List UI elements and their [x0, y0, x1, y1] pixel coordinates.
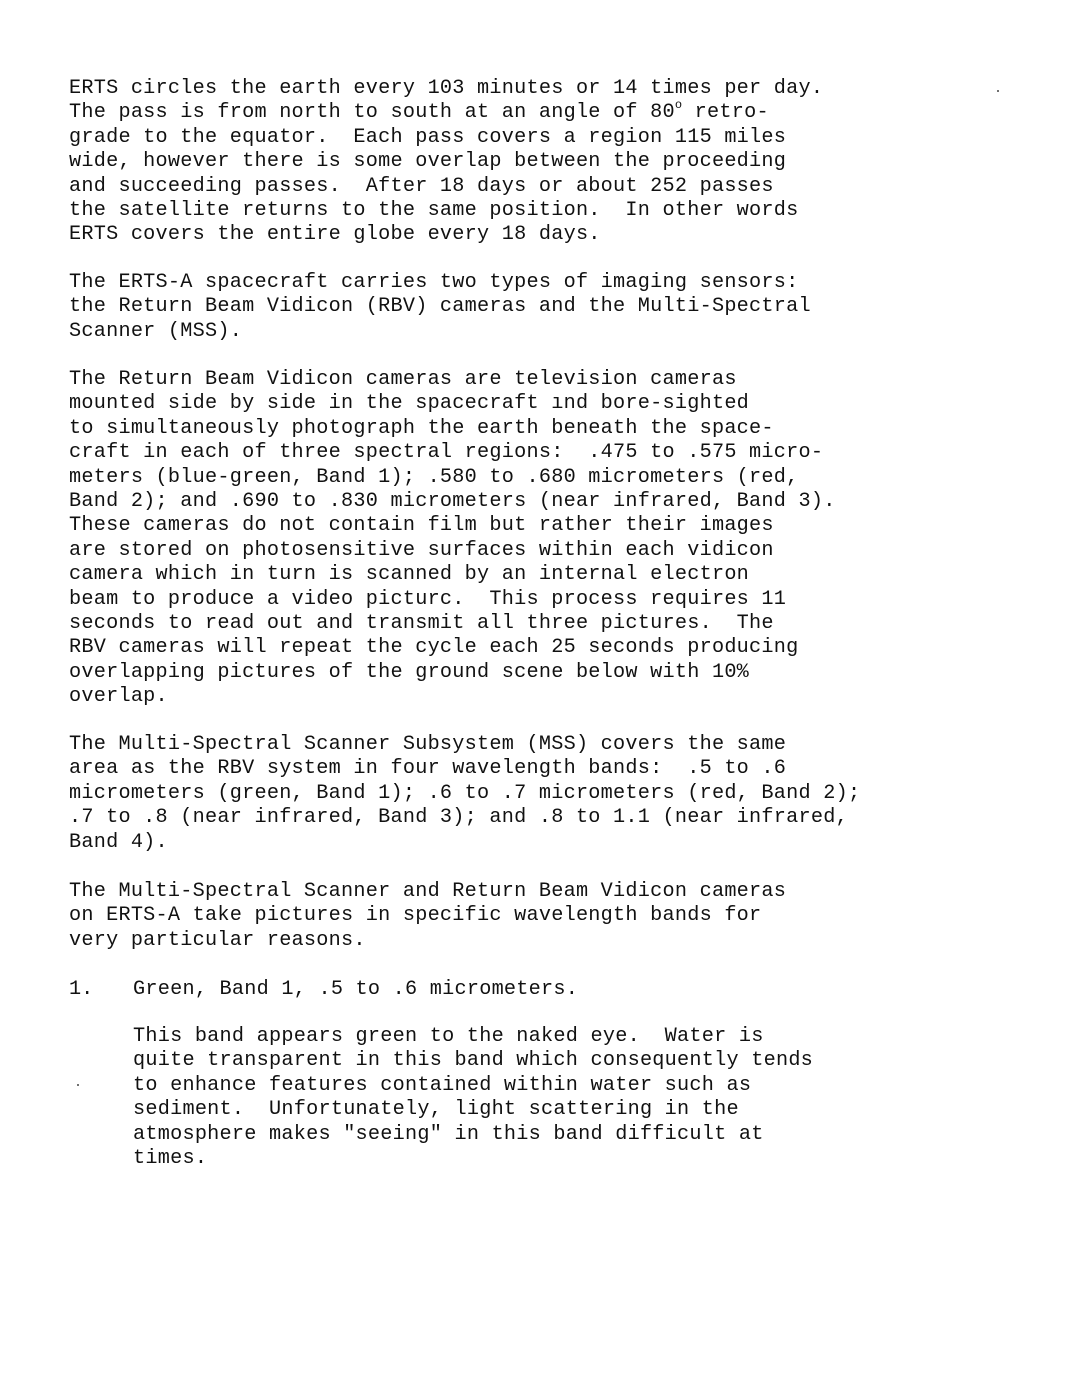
- text-line: very particular reasons.: [69, 928, 366, 952]
- scan-speck: [77, 1084, 79, 1086]
- text-line: craft in each of three spectral regions: .475 to .575 micro-: [69, 441, 824, 465]
- text-line: the Return Beam Vidicon (RBV) cameras and the Multi-Spectral: [69, 295, 811, 319]
- text-fragment: retro-: [682, 101, 769, 125]
- text-line: quite transparent in this band which consequently tends: [133, 1049, 814, 1073]
- degree-superscript: o: [674, 98, 683, 113]
- text-line: overlap.: [69, 685, 168, 709]
- text-line: on ERTS-A take pictures in specific wavelength bands for: [69, 904, 762, 928]
- text-line: meters (blue-green, Band 1); .580 to .680 micrometers (red,: [69, 465, 799, 489]
- text-line: and succeeding passes. After 18 days or about 252 passes: [69, 174, 774, 198]
- text-line: seconds to read out and transmit all three pictures. The: [69, 612, 774, 636]
- text-line: RBV cameras will repeat the cycle each 25 seconds producing: [69, 636, 799, 660]
- text-line: to simultaneously photograph the earth beneath the space-: [69, 416, 774, 440]
- text-line: Band 2); and .690 to .830 micrometers (near infrared, Band 3).: [69, 490, 836, 514]
- text-line: area as the RBV system in four wavelength bands: .5 to .6: [69, 757, 787, 781]
- text-line: The Multi-Spectral Scanner and Return Beam Vidicon cameras: [69, 880, 787, 903]
- text-line: Scanner (MSS).: [69, 319, 243, 343]
- text-line: This band appears green to the naked eye. Water is: [133, 1025, 764, 1048]
- text-line: sediment. Unfortunately, light scattering in the: [133, 1098, 739, 1122]
- text-line: The Multi-Spectral Scanner Subsystem (MSS) covers the same: [69, 733, 787, 756]
- text-line: .7 to .8 (near infrared, Band 3); and .8 to 1.1 (near infrared,: [69, 806, 848, 830]
- paragraph-band-reasons: [69, 880, 786, 953]
- text-line: camera which in turn is scanned by an internal electron: [69, 563, 750, 587]
- text-line: overlapping pictures of the ground scene below with 10%: [69, 660, 750, 684]
- text-line: to enhance features contained within water such as: [133, 1073, 752, 1097]
- text-line: wide, however there is some overlap between the proceeding: [69, 150, 787, 174]
- text-line: beam to produce a video picturc. This process requires 11: [69, 587, 787, 611]
- paragraph-imaging-sensors: [69, 271, 811, 344]
- text-line: mounted side by side in the spacecraft ınd bore-sighted: [69, 392, 750, 416]
- text-line: micrometers (green, Band 1); .6 to .7 micrometers (red, Band 2);: [69, 781, 861, 805]
- text-line: ERTS circles the earth every 103 minutes or 14 times per day.: [69, 77, 824, 100]
- text-line: atmosphere makes "seeing" in this band difficult at: [133, 1122, 764, 1146]
- list-item-title: Green, Band 1, .5 to .6 micrometers.: [133, 978, 579, 1001]
- text-line: the satellite returns to the same position. In other words: [69, 199, 799, 223]
- list-item-body: [133, 1025, 813, 1171]
- text-line: The ERTS-A spacecraft carries two types of imaging sensors:: [69, 271, 799, 294]
- text-fragment: The pass is from north to south at an angle of 80: [69, 101, 675, 125]
- list-item-number: 1.: [69, 978, 94, 1001]
- paragraph-erts-orbit: [69, 77, 823, 248]
- text-line: [69, 98, 823, 125]
- text-line: The Return Beam Vidicon cameras are television cameras: [69, 368, 737, 391]
- text-line: ERTS covers the entire globe every 18 days.: [69, 223, 601, 247]
- scan-speck: [997, 90, 999, 92]
- text-line: grade to the equator. Each pass covers a region 115 miles: [69, 125, 787, 149]
- text-line: Band 4).: [69, 830, 168, 854]
- text-line: times.: [133, 1147, 208, 1171]
- text-line: are stored on photosensitive surfaces within each vidicon: [69, 538, 774, 562]
- paragraph-mss: [69, 733, 860, 855]
- paragraph-rbv-cameras: [69, 368, 836, 710]
- text-line: These cameras do not contain film but rather their images: [69, 514, 774, 538]
